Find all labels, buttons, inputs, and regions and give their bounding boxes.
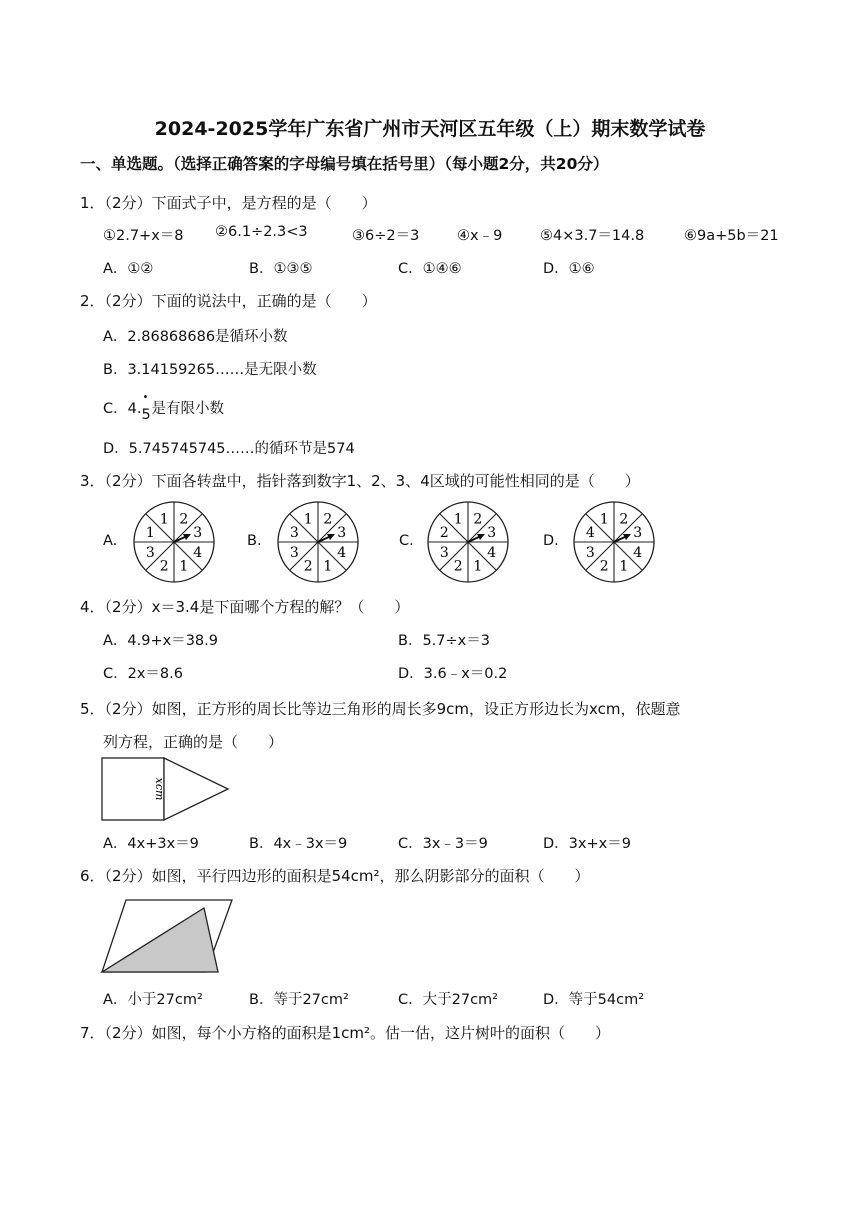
question-2-option-c-prefix: C．4. (103, 401, 142, 417)
question-4-option-b[interactable]: B．5.7÷x＝3 (398, 633, 490, 649)
square-triangle-figure (100, 756, 232, 822)
question-1-item-5: ⑤4×3.7＝14.8 (540, 228, 645, 244)
question-4-option-d[interactable]: D．3.6﹣x＝0.2 (398, 666, 508, 682)
spinner-sector-label: 1 (303, 511, 313, 528)
question-3-letter-d[interactable]: D. (543, 533, 559, 549)
repeating-digit-value: 5 (141, 407, 151, 423)
question-6-option-c[interactable]: C．大于27cm² (398, 992, 498, 1008)
section-heading: 一、单选题。（选择正确答案的字母编号填在括号里）（每小题2分，共20分） (80, 155, 609, 173)
question-5-option-c[interactable]: C．3x﹣3＝9 (398, 836, 488, 852)
triangle-shape (164, 758, 228, 820)
question-6-stem: 6．（2分）如图，平行四边形的面积是54cm²，那么阴影部分的面积（ ） (80, 867, 590, 885)
question-7-stem: 7．（2分）如图，每个小方格的面积是1cm²。估一估，这片树叶的面积（ ） (80, 1024, 611, 1042)
spinner-sector-label: 2 (439, 525, 449, 542)
spinner-sector-label: 3 (145, 544, 155, 561)
question-1-item-2: ②6.1÷2.3<3 (215, 224, 308, 240)
spinner-sector-label: 3 (633, 525, 643, 542)
question-1-option-d[interactable]: D．①⑥ (543, 261, 595, 277)
spinner-sector-label: 2 (619, 511, 629, 528)
question-3-letter-a[interactable]: A. (103, 533, 118, 549)
spinner-sector-label: 1 (599, 511, 609, 528)
question-6-option-a[interactable]: A．小于27cm² (103, 992, 203, 1008)
spinner-sector-label: 3 (585, 544, 595, 561)
spinner-sector-label: 1 (145, 525, 155, 542)
spinner-sector-label: 1 (159, 511, 169, 528)
question-1-item-4: ④x﹣9 (457, 228, 503, 244)
repeating-digit (141, 392, 151, 423)
question-2-option-b[interactable]: B．3.14159265……是无限小数 (103, 362, 317, 378)
question-5-option-b[interactable]: B．4x﹣3x＝9 (249, 836, 348, 852)
spinner-sector-label: 3 (487, 525, 497, 542)
question-1-option-c[interactable]: C．①④⑥ (398, 261, 462, 277)
question-3-letter-b[interactable]: B. (247, 533, 262, 549)
spinner-sector-label: 1 (453, 511, 463, 528)
question-2-stem: 2．（2分）下面的说法中，正确的是（ ） (80, 292, 377, 310)
page-title: 2024-2025学年广东省广州市天河区五年级（上）期末数学试卷 (154, 118, 706, 140)
question-2-option-c[interactable] (103, 392, 224, 423)
spinner-sector-label: 1 (179, 558, 189, 575)
question-1-option-a[interactable]: A．①② (103, 261, 154, 277)
question-4-option-c[interactable]: C．2x＝8.6 (103, 666, 183, 682)
spinner-sector-label: 2 (303, 558, 313, 575)
parallelogram-figure (100, 896, 234, 976)
spinner-c[interactable] (422, 500, 514, 584)
spinner-a[interactable] (128, 500, 220, 584)
question-1-stem: 1．（2分）下面式子中，是方程的是（ ） (80, 194, 377, 212)
question-1-item-6: ⑥9a+5b＝21 (684, 228, 779, 244)
question-6-option-d[interactable]: D．等于54cm² (543, 992, 645, 1008)
question-3-letter-c[interactable]: C. (399, 533, 414, 549)
question-1-item-3: ③6÷2＝3 (352, 228, 420, 244)
side-label: xcm (153, 777, 166, 801)
question-4-option-a[interactable]: A．4.9+x＝38.9 (103, 633, 218, 649)
question-4-stem: 4．（2分）x＝3.4是下面哪个方程的解？（ ） (80, 598, 410, 616)
spinner-sector-label: 2 (179, 511, 189, 528)
question-2-option-a[interactable]: A．2.86868686是循环小数 (103, 329, 288, 345)
question-5-stem-continued: 列方程，正确的是（ ） (103, 733, 284, 751)
question-1-item-1: ①2.7+x＝8 (103, 228, 184, 244)
question-5-stem: 5．（2分）如图，正方形的周长比等边三角形的周长多9cm，设正方形边长为xcm，依题意 (80, 700, 681, 718)
spinner-sector-label: 2 (473, 511, 483, 528)
spinner-sector-label: 3 (193, 525, 203, 542)
spinner-sector-label: 2 (453, 558, 463, 575)
question-2-option-c-tail: 是有限小数 (151, 401, 224, 417)
spinner-sector-label: 4 (633, 544, 643, 561)
spinner-sector-label: 3 (289, 544, 299, 561)
spinner-b[interactable] (272, 500, 364, 584)
question-2-option-d[interactable]: D．5.745745745……的循环节是574 (103, 441, 355, 457)
question-5-option-a[interactable]: A．4x+3x＝9 (103, 836, 199, 852)
spinner-sector-label: 2 (599, 558, 609, 575)
question-3-stem: 3．（2分）下面各转盘中，指针落到数字1、2、3、4区域的可能性相同的是（ ） (80, 472, 640, 490)
repeating-dot-icon: • (142, 392, 149, 403)
spinner-d[interactable] (568, 500, 660, 584)
spinner-sector-label: 4 (337, 544, 347, 561)
spinner-sector-label: 4 (585, 525, 595, 542)
spinner-sector-label: 1 (473, 558, 483, 575)
spinner-sector-label: 3 (337, 525, 347, 542)
question-6-option-b[interactable]: B．等于27cm² (249, 992, 349, 1008)
question-5-option-d[interactable]: D．3x+x＝9 (543, 836, 631, 852)
spinner-sector-label: 3 (289, 525, 299, 542)
spinner-sector-label: 1 (323, 558, 333, 575)
spinner-sector-label: 1 (619, 558, 629, 575)
spinner-sector-label: 3 (439, 544, 449, 561)
spinner-sector-label: 4 (193, 544, 203, 561)
question-1-option-b[interactable]: B．①③⑤ (249, 261, 313, 277)
spinner-sector-label: 4 (487, 544, 497, 561)
spinner-sector-label: 2 (323, 511, 333, 528)
spinner-sector-label: 2 (159, 558, 169, 575)
